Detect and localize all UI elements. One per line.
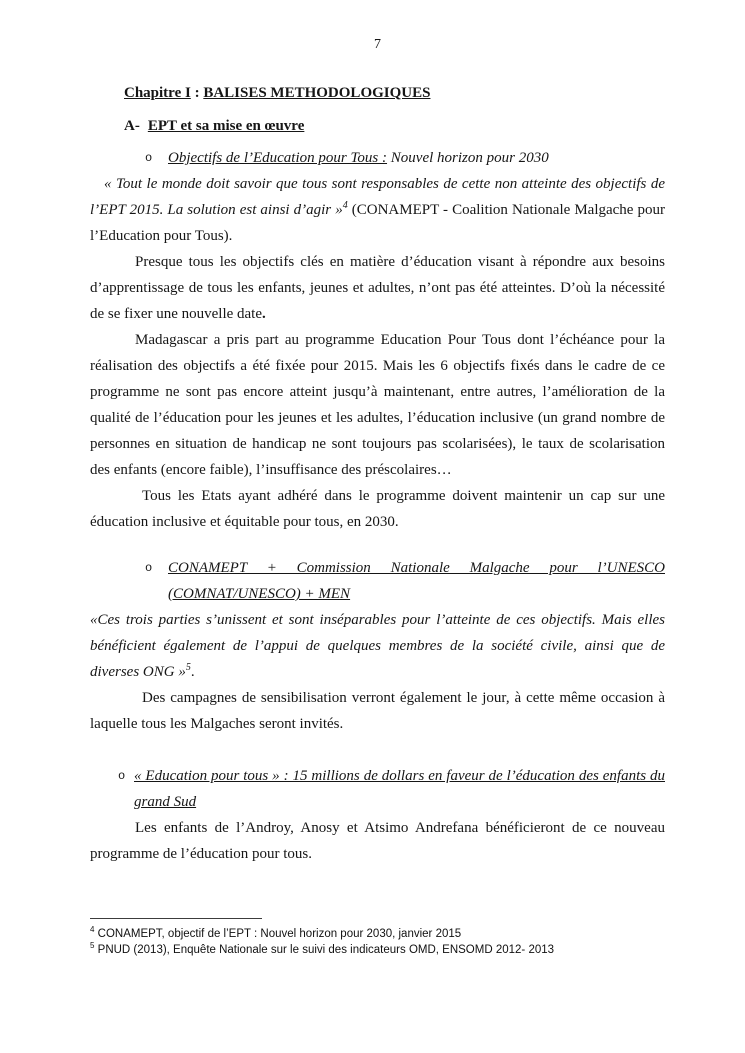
list-item-line2: (COMNAT/UNESCO) + MEN [168, 586, 351, 602]
list-item-line1: « Education pour tous » : 15 millions de dollars en faveur de l’éducation des enfants du [134, 768, 665, 784]
footnote-text: CONAMEPT, objectif de l’EPT : Nouvel horizon pour 2030, janvier 2015 [94, 928, 462, 940]
chapter-title: BALISES METHODOLOGIQUES [203, 85, 431, 101]
paragraph-presque-tous [90, 249, 665, 327]
footnotes-area [90, 918, 668, 958]
footnote-ref-4: 4 [342, 200, 348, 211]
section-marker: A- [124, 118, 140, 134]
paragraph-quote-ept [90, 171, 665, 249]
list-item-plain-text: Nouvel horizon pour 2030 [387, 150, 549, 166]
paragraph-text: Les enfants de l’Androy, Anosy et Atsimo Andrefana bénéficieront de ce nouveau programme de l’éducation pour tous. [90, 820, 665, 862]
footnote-separator [90, 918, 262, 919]
list-item-conamept [90, 555, 665, 607]
footnote-number: 5 [90, 941, 95, 951]
footnote-5 [90, 942, 668, 958]
footnote-text: PNUD (2013), Enquête Nationale sur le suivi des indicateurs OMD, ENSOMD 2012- 2013 [94, 944, 555, 956]
quote-text: « Tout le monde doit savoir que tous sont responsables de cette non atteinte des objectifs de l’EPT 2015. La solution est ainsi d’agir » [90, 176, 665, 218]
list-item-objectifs [90, 145, 665, 171]
paragraph-text: Des campagnes de sensibilisation verront également le jour, à cette même occasion à laquelle tous les Malgaches seront invités. [90, 690, 665, 732]
paragraph-tous-les-etats [90, 483, 665, 535]
footnote-ref-5: 5 [185, 662, 191, 673]
paragraph-madagascar [90, 327, 665, 483]
chapter-label: Chapitre I [124, 85, 191, 101]
quote-text: «Ces trois parties s’unissent et sont inséparables pour l’atteinte de ces objectifs. Mais elles bénéficient également de l’appui de quelques membres de la société civile, ainsi que de diverses ONG » [90, 612, 665, 680]
footnote-4 [90, 926, 668, 942]
paragraph-les-enfants [90, 815, 665, 867]
chapter-separator: : [190, 85, 204, 101]
bullet-marker: o [145, 561, 153, 575]
chapter-heading [124, 80, 665, 106]
page-number: 7 [374, 37, 381, 52]
section-heading [124, 113, 665, 139]
paragraph-campagnes [90, 685, 665, 737]
paragraph-quote-trois-parties [90, 607, 665, 685]
bold-period: . [262, 306, 266, 322]
list-item-education-pour-tous [90, 763, 665, 815]
quote-attribution: (CONAMEPT - Coalition Nationale Malgache pour l’Education pour Tous). [90, 202, 666, 244]
bullet-marker: o [145, 151, 153, 165]
paragraph-text: Presque tous les objectifs clés en matière d’éducation visant à répondre aux besoins d’apprentissage de tous les enfants, jeunes et adultes, n’ont pas été atteintes. D’où la nécessité de se fixer une nouvelle date [90, 254, 665, 322]
paragraph-text: Tous les Etats ayant adhéré dans le programme doivent maintenir un cap sur une éducation inclusive et équitable pour tous, en 2030. [90, 488, 665, 530]
list-item-line1: CONAMEPT + Commission Nationale Malgache pour l’UNESCO [168, 560, 665, 576]
quote-end: . [190, 664, 195, 680]
list-item-underlined-text: Objectifs de l’Education pour Tous : [168, 150, 388, 166]
footnote-number: 4 [90, 925, 95, 935]
paragraph-text: Madagascar a pris part au programme Education Pour Tous dont l’échéance pour la réalisation des objectifs a été fixée pour 2015. Mais les 6 objectifs fixés dans le cadre de ce programme ne sont pas encore atteint jusqu’à maintenant, entre autres, l’amélioration de la qualité de l’éducation pour les jeunes et les adultes, l’éducation inclusive (un grand nombre de personnes en situation de handicap ne sont toujours pas scolarisées), le taux de scolarisation des enfants (encore faible), l’insuffisance des préscolaires… [90, 332, 665, 478]
section-title: EPT et sa mise en œuvre [147, 118, 305, 134]
list-item-line2: grand Sud [134, 794, 197, 810]
bullet-marker: o [118, 769, 126, 783]
